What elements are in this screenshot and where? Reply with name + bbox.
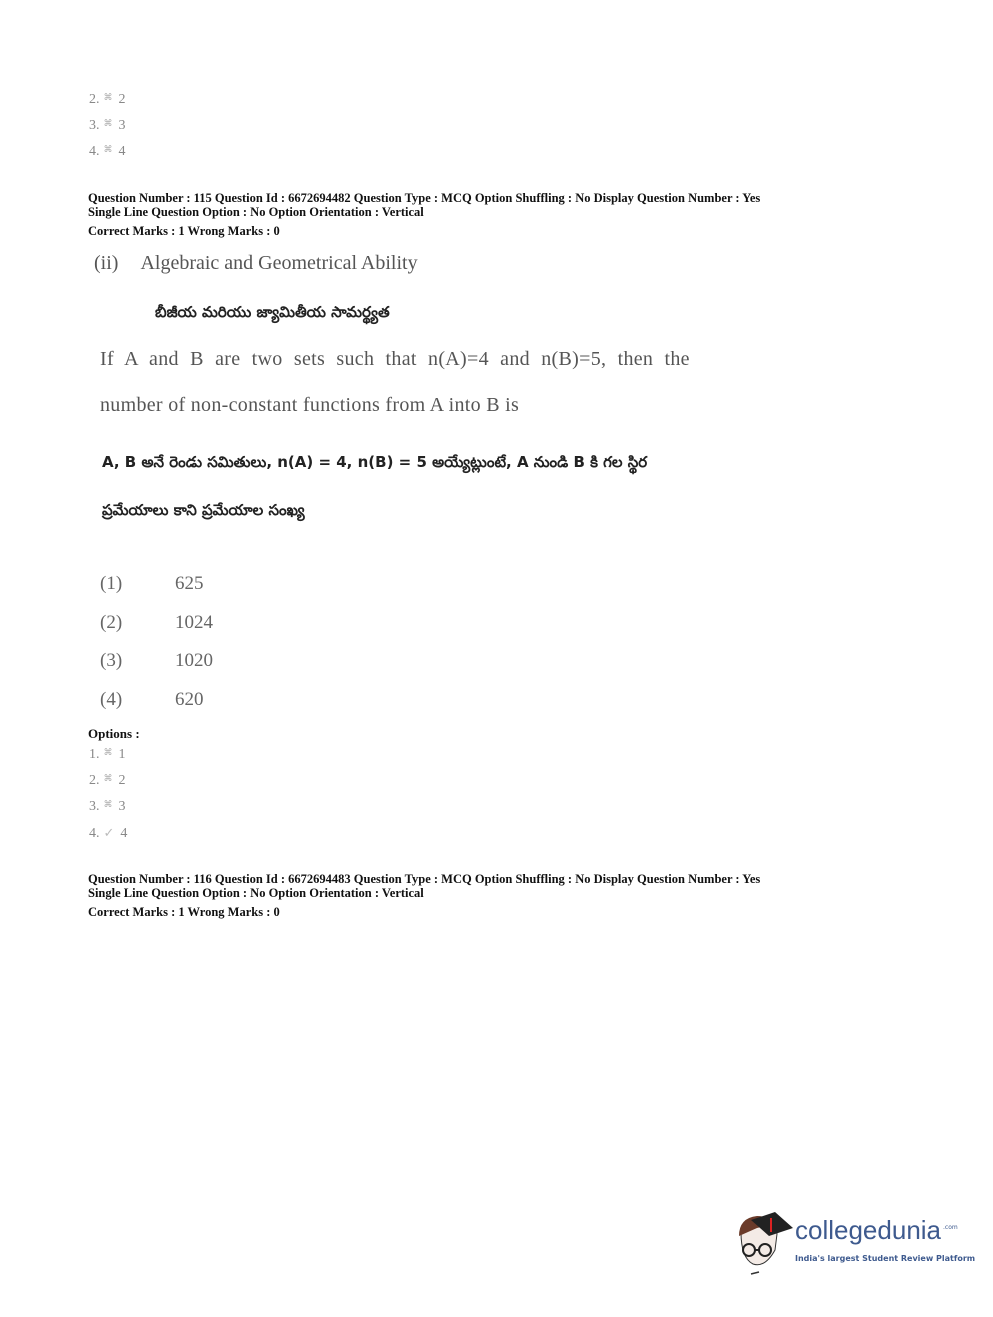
prev-option-2	[89, 92, 126, 108]
choice-value: 1020	[175, 650, 213, 671]
prev-option-4	[89, 144, 126, 160]
cross-icon: ⌘	[103, 144, 113, 154]
question-text	[100, 336, 780, 428]
logo-text	[795, 1214, 975, 1263]
option-number: 3.	[89, 799, 100, 814]
choice-label: (2)	[100, 612, 123, 633]
choice-label: (4)	[100, 689, 123, 710]
choice-4	[100, 689, 204, 711]
meta-line: Question Number : 115 Question Id : 6672694482 Question Type : MCQ Option Shuffling : No Display Question Number : Yes	[88, 191, 761, 205]
question-telugu	[102, 450, 802, 546]
mascot-icon	[735, 1210, 793, 1278]
cross-icon: ⌘	[103, 799, 113, 809]
meta-line: Question Number : 116 Question Id : 6672694483 Question Type : MCQ Option Shuffling : No Display Question Number : Yes	[88, 872, 761, 886]
check-icon: ✓	[103, 825, 115, 840]
q115-meta	[88, 191, 968, 238]
option-value: 1	[118, 747, 126, 762]
choice-label: (3)	[100, 650, 123, 671]
marks-line: Correct Marks : 1 Wrong Marks : 0	[88, 224, 280, 238]
section-title-telugu: బీజీయ మరియు జ్యామితీయ సామర్థ్యత	[155, 303, 390, 321]
option-number: 3.	[89, 118, 100, 133]
option-value: 3	[118, 799, 126, 814]
section-number: (ii)	[94, 252, 119, 274]
choice-value: 1024	[175, 612, 213, 633]
choice-1	[100, 573, 204, 595]
option-value: 2	[118, 773, 126, 788]
cross-icon: ⌘	[103, 118, 113, 128]
collegedunia-logo	[735, 1210, 985, 1280]
cross-icon: ⌘	[103, 92, 113, 102]
choice-value: 625	[175, 573, 204, 594]
choice-3	[100, 650, 213, 672]
option-number: 4.	[89, 826, 100, 841]
section-heading	[94, 252, 440, 275]
question-telugu-line2: ప్రమేయాలు కాని ప్రమేయాల సంఖ్య	[102, 501, 305, 519]
option-number: 2.	[89, 773, 100, 788]
option-number: 4.	[89, 144, 100, 159]
meta-line: Single Line Question Option : No Option Orientation : Vertical	[88, 205, 424, 219]
prev-option-3	[89, 118, 126, 134]
q116-meta	[88, 872, 968, 919]
option-number: 2.	[89, 92, 100, 107]
section-title: Algebraic and Geometrical Ability	[140, 252, 418, 274]
option-2	[89, 773, 126, 789]
option-value: 2	[118, 92, 126, 107]
marks-line: Correct Marks : 1 Wrong Marks : 0	[88, 905, 280, 919]
option-1	[89, 747, 126, 763]
logo-tagline: India's largest Student Review Platform	[795, 1254, 976, 1263]
logo-brand-row	[795, 1214, 975, 1246]
choice-label: (1)	[100, 573, 123, 594]
choice-value: 620	[175, 689, 204, 710]
cross-icon: ⌘	[103, 747, 113, 757]
question-text-line1: If A and B are two sets such that n(A)=4 and n(B)=5, then the	[100, 348, 690, 370]
option-value: 3	[118, 118, 126, 133]
option-value: 4	[120, 826, 128, 841]
option-3	[89, 799, 126, 815]
logo-brand: collegedunia	[795, 1215, 942, 1245]
options-label: Options :	[88, 726, 140, 741]
question-text-line2: number of non-constant functions from A into B is	[100, 394, 520, 416]
option-4-correct	[89, 825, 127, 842]
logo-suffix: .com	[943, 1224, 958, 1231]
choice-2	[100, 612, 213, 634]
cross-icon: ⌘	[103, 773, 113, 783]
meta-line: Single Line Question Option : No Option Orientation : Vertical	[88, 886, 424, 900]
question-telugu-line1: A, B అనే రెండు సమితులు, n(A) = 4, n(B) = 5 అయ్యేట్లుంటే, A నుండి B కి గల స్థిర	[102, 453, 648, 471]
option-value: 4	[118, 144, 126, 159]
option-number: 1.	[89, 747, 100, 762]
